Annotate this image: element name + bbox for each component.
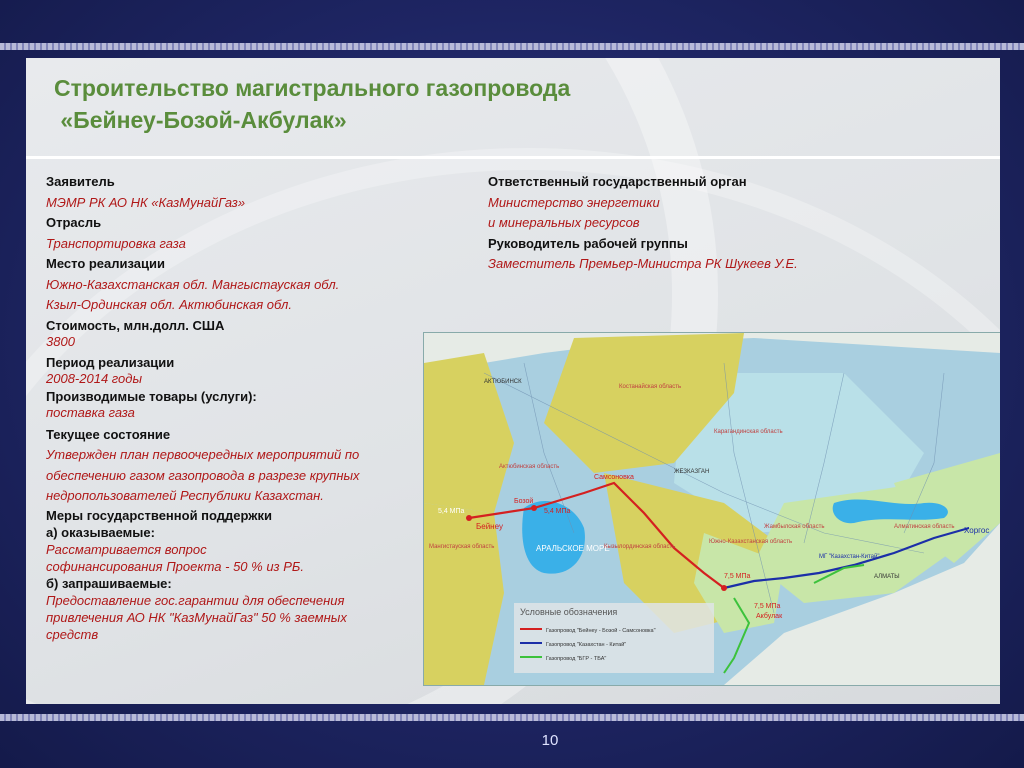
akbulak-label: Акбулак [756,613,783,620]
almaty-region-label: Алматинская область [894,524,955,530]
period-value: 2008-2014 годы [46,371,143,386]
beineu-label: Бейнеу [476,522,503,531]
zhezkazgan-label: ЖЕЗКАЗГАН [674,469,710,475]
aktobe-region-label: Актюбинская область [499,464,560,470]
south-kz-label: Южно-Казахстанская область [709,539,793,545]
kyzylorda-label: Кызылординская область [604,544,676,550]
status-label: Текущее состояние [46,427,171,442]
bottom-stripe [0,714,1024,721]
applicant-label: Заявитель [46,174,115,189]
goods-label: Производимые товары (услуги): [46,389,257,404]
pressure-bozoi-label: 5,4 МПа [544,508,571,515]
title-area [26,58,1000,159]
beineu-marker [466,515,472,521]
support-b-value-1: Предоставление гос.гарантии для обеспечения [46,593,345,608]
aral-sea-label: АРАЛЬСКОЕ МОРЕ [536,544,610,553]
location-label: Место реализации [46,256,166,271]
legend-label-red: Газопровод "Бейнеу - Бозой - Самсоновка" [546,628,656,634]
agency-value-2: и минеральных ресурсов [488,215,640,230]
legend-title: Условные обозначения [520,607,618,617]
legend-label-blue: Газопровод "Казахстан - Китай" [546,642,627,648]
cost-value: 3800 [46,334,75,349]
goods-value: поставка газа [46,405,135,420]
almaty-city-label: АЛМАТЫ [874,574,900,580]
top-stripe [0,43,1024,50]
support-label: Меры государственной поддержки [46,508,273,523]
head-label: Руководитель рабочей группы [488,236,688,251]
bozoi-label: Бозой [514,498,534,505]
support-a-label: а) оказываемые: [46,525,155,540]
zhambyl-label: Жамбылская область [764,524,825,530]
slide-panel [26,58,1000,704]
slide-title: Строительство магистрального газопровода «Бейнеу-Бозой-Акбулак» [54,75,571,133]
status-value-3: недропользователей Республики Казахстан. [46,488,324,503]
location-value-2: Кзыл-Ординская обл. Актюбинская обл. [46,297,292,312]
industry-label: Отрасль [46,215,102,230]
support-b-value-2: привлечения АО НК "КазМунайГаз" 50 % заемных [46,610,347,625]
pressure-beineu-label: 5,4 МПа [438,508,465,515]
mangystau-label: Мангистауская область [429,544,495,550]
location-value-1: Южно-Казахстанская обл. Мангыстауская обл. [46,277,340,292]
map-legend [514,603,714,673]
map-svg [424,333,1000,685]
status-value-2: обеспечению газом газопровода в разрезе крупных [46,468,360,483]
support-a-value-1: Рассматривается вопрос [46,542,207,557]
head-value: Заместитель Премьер-Министра РК Шукеев У.Е. [488,256,798,271]
kazakhstan-china-label: МГ "Казахстан-Китай" [819,554,880,560]
period-label: Период реализации [46,355,175,370]
agency-value-1: Министерство энергетики [488,195,660,210]
khorgos-label: Хоргос [964,526,990,535]
kostanai-label: Костанайская область [619,384,682,390]
industry-value: Транспортировка газа [46,236,186,251]
support-b-label: б) запрашиваемые: [46,576,172,591]
pipeline-map [423,332,1000,686]
pressure-akbulak-label: 7,5 МПа [754,603,781,610]
status-value-1: Утвержден план первоочередных мероприятий по [46,447,360,462]
samsonovka-label: Самсоновка [594,474,634,481]
aktobe-city-label: АКТЮБИНСК [484,379,522,385]
cost-label: Стоимость, млн.долл. США [46,318,225,333]
applicant-value: МЭМР РК АО НК «КазМунайГаз» [46,195,246,210]
support-a-value-2: софинансирования Проекта - 50 % из РБ. [46,559,304,574]
agency-label: Ответственный государственный орган [488,174,747,189]
bozoi-marker [531,505,537,511]
akbulak-marker [721,585,727,591]
karaganda-label: Карагандинская область [714,429,783,435]
legend-label-green: Газопровод "БГР - ТБА" [546,656,607,662]
pressure-east-label: 7,5 МПа [724,573,751,580]
slide-number: 10 [541,732,559,749]
support-b-value-3: средств [46,627,99,642]
